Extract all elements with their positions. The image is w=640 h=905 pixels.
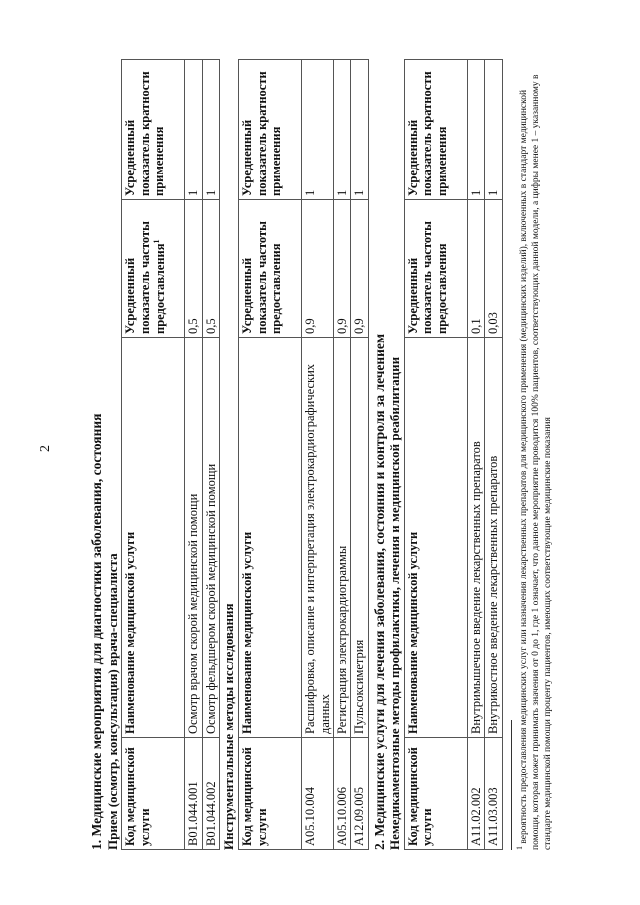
section-title: 1. Медицинские мероприятия для диагностики заболевания, состояния — [89, 413, 104, 850]
footnote-ref: 1 — [152, 239, 162, 244]
service-frequency: 0,5 — [202, 200, 219, 338]
service-name: Расшифровка, описание и интерпретация электрокардиографических данных — [302, 338, 334, 738]
subsection-instrumental — [222, 60, 368, 850]
subsection-consultation — [106, 60, 221, 850]
subsection-nonmedication — [388, 60, 503, 850]
col-header-frequency — [122, 200, 185, 338]
table-row — [202, 60, 219, 850]
services-table — [238, 59, 369, 850]
col-header-multiplicity: Усредненный показатель кратности применения — [239, 60, 302, 200]
service-code: B01.044.002 — [202, 738, 219, 850]
service-multiplicity: 1 — [302, 60, 334, 200]
table-row — [302, 60, 334, 850]
services-table — [121, 59, 220, 850]
table-row — [351, 60, 368, 850]
footnote-mark: 1 — [514, 846, 524, 850]
table-row — [485, 60, 502, 850]
service-multiplicity: 1 — [468, 60, 485, 200]
service-name: Осмотр фельдшером скорой медицинской помощи — [202, 338, 219, 738]
subsection-title: Немедикаментозные методы профилактики, лечения и медицинской реабилитации — [387, 356, 403, 850]
service-multiplicity: 1 — [351, 60, 368, 200]
col-header-multiplicity: Усредненный показатель кратности применения — [405, 60, 468, 200]
service-multiplicity: 1 — [485, 60, 502, 200]
service-frequency: 0,5 — [185, 200, 202, 338]
col-header-code: Код медицинской услуги — [239, 738, 302, 850]
services-table — [404, 59, 503, 850]
service-code: A11.03.003 — [485, 738, 502, 850]
service-name: Регистрация электрокардиограммы — [333, 338, 350, 738]
col-header-name: Наименование медицинской услуги — [405, 338, 468, 738]
footnote-divider — [511, 720, 512, 850]
service-frequency: 0,1 — [468, 200, 485, 338]
service-code: A05.10.004 — [302, 738, 334, 850]
col-header-code: Код медицинской услуги — [122, 738, 185, 850]
service-frequency: 0,9 — [302, 200, 334, 338]
service-name: Внутримышечное введение лекарственных препаратов — [468, 338, 485, 738]
col-header-name: Наименование медицинской услуги — [122, 338, 185, 738]
col-header-code: Код медицинской услуги — [405, 738, 468, 850]
col-header-frequency: Усредненный показатель частоты предоставления — [239, 200, 302, 338]
page-number: 2 — [38, 445, 53, 452]
subsection-title: Инструментальные методы исследования — [221, 603, 237, 850]
footnote — [515, 60, 555, 850]
service-multiplicity: 1 — [202, 60, 219, 200]
col-header-frequency-text: Усредненный показатель частоты предоставления — [123, 221, 168, 334]
service-multiplicity: 1 — [333, 60, 350, 200]
service-name: Пульсоксиметрия — [351, 338, 368, 738]
service-name: Внутрикостное введение лекарственных препаратов — [485, 338, 502, 738]
service-frequency: 0,03 — [485, 200, 502, 338]
col-header-name: Наименование медицинской услуги — [239, 338, 302, 738]
service-frequency: 0,9 — [351, 200, 368, 338]
table-header-row — [239, 60, 302, 850]
service-code: A12.09.005 — [351, 738, 368, 850]
service-code: A11.02.002 — [468, 738, 485, 850]
col-header-multiplicity: Усредненный показатель кратности применения — [122, 60, 185, 200]
col-header-frequency: Усредненный показатель частоты предоставления — [405, 200, 468, 338]
table-row — [185, 60, 202, 850]
footnote-text: вероятность предоставления медицинских услуг или назначения лекарственных препаратов для медицинского применения (медицинских изделий), включенных в стандарт медицинской помощи, которая может принимать значения от 0 до 1, где 1 означает, что данное мероприятие проводится 100% пациентов, соответствующих данной модели, а цифры менее 1 – указанному в стандарте медицинской помощи проценту пациентов, имеющих соответствующие медицинские показания — [519, 74, 553, 850]
service-multiplicity: 1 — [185, 60, 202, 200]
service-frequency: 0,9 — [333, 200, 350, 338]
subsection-title: Прием (осмотр, консультация) врача-специалиста — [104, 553, 120, 850]
table-header-row — [122, 60, 185, 850]
document-sheet — [88, 60, 608, 850]
service-code: A05.10.006 — [333, 738, 350, 850]
table-header-row — [405, 60, 468, 850]
table-row — [468, 60, 485, 850]
section-title: 2. Медицинские услуги для лечения заболевания, состояния и контроля за лечением — [371, 333, 387, 850]
table-row — [333, 60, 350, 850]
service-name: Осмотр врачом скорой медицинской помощи — [185, 338, 202, 738]
service-code: B01.044.001 — [185, 738, 202, 850]
